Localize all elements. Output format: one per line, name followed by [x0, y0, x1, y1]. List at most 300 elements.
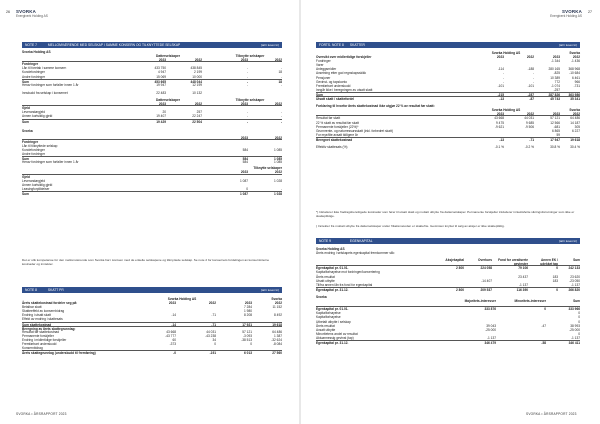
- table-cell: 10 389: [550, 75, 560, 80]
- table-cell: -: [502, 75, 504, 80]
- table-cell: -38 513: [241, 337, 252, 342]
- table-cell: 2023: [168, 301, 176, 306]
- table-cell: 1 085: [274, 147, 282, 152]
- note8-header: [22, 287, 282, 293]
- table-cell: 224 058: [480, 266, 492, 271]
- table-cell: 438 845: [190, 66, 202, 71]
- table-cell: 2023: [240, 102, 248, 107]
- table-cell: -14 407: [481, 278, 492, 283]
- brand-name: SVORKA: [16, 9, 36, 14]
- row-label: Aktuarmessig gevinst (tap): [316, 335, 354, 340]
- svorka-heading: Svorka: [316, 294, 327, 299]
- table-cell: 368 968: [568, 67, 580, 72]
- table-cell: -: [532, 75, 534, 80]
- table-cell: 433 750: [154, 66, 166, 71]
- note8-footnote-1: *) Inkluderer ikke fradragsberettigede kostnader som fører til utsatt skatt og mottatt utbytte fra datterselskaper. Permanente forskjeller inkluderer inntektsførte sikringsforretninger som ikke er skattepliktige.: [316, 210, 575, 218]
- table-cell: 346 411: [568, 340, 580, 345]
- table-cell: 287 826: [548, 92, 560, 97]
- table-cell: -1 137: [570, 282, 580, 287]
- table-cell: 45 743: [550, 97, 560, 102]
- row-label: Fremførbart underskudd: [316, 83, 351, 88]
- group-heads: Svorka Holding AS Svorka: [167, 297, 282, 301]
- table-cell: 6 227: [572, 128, 580, 133]
- row-label: Gjeld: [22, 174, 30, 179]
- table-cell: -: [280, 110, 282, 115]
- row-label: Til/fra annen lån fra fond for egenkapital: [316, 282, 373, 287]
- brand-sub: Energiverk Holding AS: [550, 14, 582, 18]
- table-cell: 2022: [274, 102, 282, 107]
- table-cell: -71: [211, 322, 216, 327]
- company-name: Svorka Holding AS: [22, 50, 51, 54]
- table-cell: -215: [497, 92, 504, 97]
- table-cell: Minoritets-interesser: [514, 299, 546, 304]
- table-row: [316, 145, 580, 149]
- row-label: Herav fordringer som forfaller innen 1 år: [22, 82, 79, 87]
- group-heads: Datterselskaper Tilknytte selskaper: [156, 54, 265, 59]
- table-cell: 0: [246, 186, 248, 191]
- table-cell: 209 537: [480, 287, 492, 292]
- table-cell: 19 407: [156, 114, 166, 119]
- table-cell: 79 106: [518, 266, 528, 271]
- note8-cont-title: SKATTER: [349, 43, 365, 47]
- table-cell: 17 947: [550, 137, 560, 142]
- table-cell: 2023: [240, 170, 248, 175]
- row-label: Sum skattekostnad: [22, 322, 52, 327]
- row-label: Konsernbidrag: [22, 346, 43, 351]
- table-cell: 363 986: [568, 92, 580, 97]
- table-cell: 19 618: [570, 137, 580, 142]
- table-row: [22, 350, 282, 354]
- table-cell: 2022: [526, 55, 534, 60]
- table-cell: 38 993: [570, 323, 580, 328]
- row-label: Oversikt over midlertidige forskjeller: [316, 55, 372, 60]
- table-cell: -9 506: [524, 124, 534, 129]
- svorka-heading: Svorka: [22, 128, 33, 133]
- note8-cont-unit: (tall i tusen kr): [558, 43, 577, 47]
- table-cell: 43 668: [166, 329, 176, 334]
- row-label: Endring i utsatt skatt: [22, 313, 51, 318]
- table-cell: 0: [578, 315, 580, 320]
- table-cell: -: [280, 74, 282, 79]
- table-cell: -14: [171, 322, 176, 327]
- table-cell: -1 137: [570, 335, 580, 340]
- note8-cont-body: [316, 51, 580, 149]
- table-cell: 19 947: [156, 82, 166, 87]
- table-cell: 17 921: [242, 322, 252, 327]
- row-label: Gjeld: [22, 106, 30, 111]
- table-cell: 20: [162, 110, 166, 115]
- table-cell: 8 492: [274, 313, 282, 318]
- brand-sub: Energiverk Holding AS: [16, 14, 48, 18]
- table-cell: 9 475: [496, 120, 504, 125]
- table-cell: -71: [529, 137, 534, 142]
- subtitle: Årets endring i selskapets egenkapital fremkommer slik:: [316, 251, 395, 256]
- note8-number: NOTE 8: [25, 288, 37, 292]
- note7-paragraph: Det er ulik kompetanse for den mellomværende som Svorka har i kontoen med de enkelte selskapene og tilknyttede selskap. Se note 2 for konsernets fordelingen av konserninterne kostnader og inntekter.: [22, 258, 270, 266]
- table-cell: 30.8 %: [550, 145, 560, 150]
- table-cell: 7 284: [244, 305, 252, 310]
- table-cell: 2022: [274, 301, 282, 306]
- table-cell: 2022: [274, 135, 282, 140]
- table-row: [22, 191, 282, 195]
- table-cell: -: [246, 74, 248, 79]
- table-cell: 0: [214, 342, 216, 347]
- row-label: Fordringer: [22, 62, 39, 67]
- row-label: Fremførbart underskudd: [22, 342, 57, 347]
- table-cell: -: [502, 71, 504, 76]
- table-cell: 2023: [240, 135, 248, 140]
- row-label: Sum: [316, 92, 323, 97]
- table-cell: 11 152: [272, 305, 282, 310]
- table-cell: 2023: [496, 55, 504, 60]
- table-cell: 9 685: [526, 120, 534, 125]
- row-label: Varer: [316, 63, 324, 68]
- row-label: Minoritetens andel av resultat: [316, 331, 358, 336]
- row-label: Skatteeffekt av konsernbidrag: [22, 309, 65, 314]
- table-cell: 64 486: [272, 329, 282, 334]
- footer: SVORKA • ÅRSRAPPORT 2023: [526, 412, 577, 416]
- row-label: Egenkapital pr. 01.01.: [316, 307, 349, 312]
- table-cell: 39 043: [486, 323, 496, 328]
- section-title: Forklaring til hvorfor årets skattekostnad ikke utgjør 22 % av resultat før skatt:: [316, 104, 435, 109]
- group-heads: Tilknytte selskaper: [253, 166, 282, 171]
- table-cell: 2022: [572, 55, 580, 60]
- table-cell: 2023: [496, 112, 504, 117]
- table-cell: 183: [552, 274, 558, 279]
- table-cell: 2022: [208, 301, 216, 306]
- row-label: Effektiv skattesats (%): [316, 145, 348, 150]
- table-cell: 333 876: [484, 307, 496, 312]
- table-cell: 22 247: [192, 114, 202, 119]
- table-cell: -47: [541, 323, 546, 328]
- table-cell: -: [246, 79, 248, 84]
- row-label: Innskudd fra selskap i konsernet: [22, 90, 68, 95]
- table-cell: 2 800: [456, 266, 464, 271]
- table-cell: -0.2 %: [524, 145, 534, 150]
- table-cell: 23 437: [518, 274, 528, 279]
- table-cell: 584: [242, 157, 248, 162]
- table-cell: -681: [553, 124, 560, 129]
- table-cell: 18: [278, 79, 282, 84]
- note8-body: [22, 297, 282, 354]
- row-label: Herav fordringer som forfaller innen 1 år: [22, 160, 79, 165]
- group-heads: Svorka Holding AS Svorka: [491, 108, 580, 113]
- table-cell: -1 137: [486, 335, 496, 340]
- table-cell: -287: [527, 92, 534, 97]
- table-cell: -: [246, 66, 248, 71]
- row-label: Årets resultat: [316, 274, 335, 279]
- row-label: Leverandørgjeld: [22, 178, 46, 183]
- note9-header: [316, 238, 580, 244]
- table-cell: -23 050: [569, 278, 580, 283]
- table-cell: 1 387: [274, 333, 282, 338]
- row-label: Pensjoner: [316, 75, 331, 80]
- table-cell: 305: [574, 124, 580, 129]
- table-cell: -: [246, 114, 248, 119]
- table-cell: 2022: [274, 58, 282, 63]
- row-label: Kapitalforhøyelse mot fordringer/konvertering: [316, 270, 380, 275]
- note8-cont-number: FORTS. NOTE 8: [319, 43, 344, 47]
- table-cell: -101: [497, 83, 504, 88]
- table-cell: -1 344: [550, 59, 560, 64]
- table-cell: 0: [578, 311, 580, 316]
- table-cell: -: [280, 114, 282, 119]
- table-cell: 2022: [572, 112, 580, 117]
- table-cell: -257: [553, 87, 560, 92]
- note9-unit: (tall i tusen kr): [558, 239, 577, 243]
- note7-body: [22, 50, 282, 195]
- table-cell: 30.4 %: [570, 145, 580, 150]
- table-cell: -71: [211, 313, 216, 318]
- table-cell: 333 966: [568, 307, 580, 312]
- right-page: [300, 0, 600, 424]
- table-cell: 2022: [274, 170, 282, 175]
- table-cell: -: [502, 79, 504, 84]
- row-label: Sum: [22, 119, 29, 124]
- table-cell: 2023: [552, 112, 560, 117]
- table-cell: -825: [553, 71, 560, 76]
- table-cell: 2023: [552, 55, 560, 60]
- note9-title: EGENKAPITAL: [349, 239, 373, 243]
- table-cell: 0: [250, 342, 252, 347]
- row-label: Gevinst- og tapskonto: [316, 79, 348, 84]
- table-cell: 257: [196, 110, 202, 115]
- table-cell: -25 000: [485, 327, 496, 332]
- note8-cont-header: [316, 42, 580, 48]
- table-cell: 12 199: [192, 82, 202, 87]
- row-label: Kapitalforhøyelse: [316, 315, 341, 320]
- table-cell: -101: [527, 83, 534, 88]
- table-cell: -3 093: [242, 333, 252, 338]
- table-cell: Overkurs: [478, 258, 492, 263]
- row-label: Utbetalt utbytte i selskap: [316, 319, 351, 324]
- table-cell: 966: [574, 79, 580, 84]
- row-label: Sum: [22, 157, 29, 162]
- table-cell: -43 777: [165, 333, 176, 338]
- row-label: Anleggsmidler: [316, 67, 337, 72]
- row-label: Lån til tilknyttede selskap: [22, 143, 58, 148]
- table-cell: 27 560: [272, 351, 282, 356]
- table-cell: -731: [573, 83, 580, 88]
- row-label: Betalbar skatt: [22, 305, 42, 310]
- row-label: Avsetning etter god regnskapsskikk: [316, 71, 367, 76]
- table-cell: 2022: [194, 102, 202, 107]
- table-cell: 448 044: [190, 79, 202, 84]
- table-cell: -: [246, 82, 248, 87]
- subtitle: Svorka Holding AS: [316, 247, 345, 251]
- table-cell: Sum: [573, 299, 580, 304]
- table-cell: 12 566: [550, 120, 560, 125]
- table-cell: 64 486: [570, 116, 580, 121]
- table-cell: 6 013: [244, 351, 252, 356]
- row-label: Effekt av endring i skattesats: [22, 317, 63, 322]
- note9-number: NOTE 9: [319, 239, 331, 243]
- table-cell: 0: [556, 287, 558, 292]
- row-label: Leasingforpliktelser: [22, 186, 50, 191]
- table-cell: Annen EK / udekket tap: [540, 258, 558, 267]
- row-label: Fordringer: [22, 139, 39, 144]
- row-label: Permanente forskjeller: [22, 333, 54, 338]
- table-cell: -: [532, 79, 534, 84]
- equity-heads: [316, 258, 580, 266]
- table-cell: -: [246, 110, 248, 115]
- table-cell: 1 085: [274, 160, 282, 165]
- table-cell: 346 479: [484, 340, 496, 345]
- brand-logo: [548, 9, 582, 18]
- table-cell: 1 980: [244, 309, 252, 314]
- table-cell: 242 133: [568, 266, 580, 271]
- table-cell: -8 084: [272, 342, 282, 347]
- row-label: Resultat før skatt: [316, 116, 341, 121]
- table-cell: 59: [556, 132, 560, 137]
- row-label: Egenkapital pr. 01.01.: [316, 266, 349, 271]
- table-cell: 18: [278, 70, 282, 75]
- table-cell: 1 087: [240, 191, 248, 196]
- table-cell: -: [246, 119, 248, 124]
- table-cell: 1 028: [274, 178, 282, 183]
- note7-header: [22, 42, 282, 48]
- table-cell: 1 028: [274, 191, 282, 196]
- table-cell: 453 665: [154, 79, 166, 84]
- table-cell: 10 132: [192, 90, 202, 95]
- table-cell: 2022: [526, 112, 534, 117]
- table-cell: -: [280, 119, 282, 124]
- row-label: Annen kortsiktig gjeld: [22, 114, 53, 119]
- table-cell: -43 238: [205, 333, 216, 338]
- table-cell: Fond for urealiserte gevinster: [498, 258, 528, 267]
- table-cell: 772: [554, 79, 560, 84]
- table-cell: 6 865: [552, 128, 560, 133]
- table-cell: -1 074: [550, 83, 560, 88]
- table-cell: 19 618: [272, 322, 282, 327]
- table-cell: 2023: [158, 102, 166, 107]
- row-label: Kundefordringer: [22, 147, 45, 152]
- row-label: Egenkapital pr. 31.12.: [316, 340, 349, 345]
- table-cell: 1 087: [240, 178, 248, 183]
- note7-title: MELLOMVÆRENDE MED SELSKAP I SAMME KONSERN OG TILKNYTTEDE SELSKAP: [47, 43, 181, 47]
- row-label: Egenkapital pr. 31.12.: [316, 287, 349, 292]
- table-cell: 57 121: [550, 116, 560, 121]
- note8-title: SKATT PR: [47, 288, 64, 292]
- table-cell: -13: [499, 97, 504, 102]
- page-number: 27: [588, 10, 592, 14]
- table-cell: -13: [499, 137, 504, 142]
- table-cell: 0: [556, 266, 558, 271]
- table-cell: -25 000: [569, 327, 580, 332]
- row-label: Årets skattekostnad fordeler seg på:: [22, 301, 78, 306]
- table-cell: 22 483: [156, 90, 166, 95]
- row-label: Resultat før skattekostnad: [22, 329, 60, 334]
- row-label: Utsatt skatt / skattefordel: [316, 97, 355, 102]
- row-label: Leverandørgjeld: [22, 110, 46, 115]
- table-cell: 6 461: [572, 75, 580, 80]
- table-cell: 60: [172, 337, 176, 342]
- table-cell: 116 390: [516, 287, 528, 292]
- table-cell: -: [280, 66, 282, 71]
- equity-heads: [316, 299, 580, 307]
- table-cell: 2023: [158, 58, 166, 63]
- page-number: 26: [6, 10, 10, 14]
- row-label: 22 % skatt av resultat før skatt: [316, 120, 359, 125]
- table-cell: 584: [242, 147, 248, 152]
- note9-body: [316, 247, 580, 344]
- table-cell: -: [532, 71, 534, 76]
- row-label: Utsatt utbytte: [316, 278, 335, 283]
- table-cell: 2023: [244, 301, 252, 306]
- table-cell: -14: [171, 313, 176, 318]
- row-label: Avsatt utbytte: [316, 327, 336, 332]
- footer: SVORKA • ÅRSRAPPORT 2023: [16, 412, 67, 416]
- table-cell: 2 800: [456, 287, 464, 292]
- table-cell: 19 429: [156, 119, 166, 124]
- table-cell: 0: [578, 331, 580, 336]
- brand-name: SVORKA: [562, 9, 582, 14]
- table-cell: 183: [552, 278, 558, 283]
- table-cell: 4 947: [158, 70, 166, 75]
- table-cell: -9 621: [494, 124, 504, 129]
- table-cell: 2023: [240, 58, 248, 63]
- row-label: Årets resultat: [316, 323, 335, 328]
- table-cell: -0.1 %: [494, 145, 504, 150]
- brand-logo: [16, 9, 48, 18]
- table-cell: -32 624: [271, 337, 282, 342]
- row-label: Permanente forskjeller (22%)*: [316, 124, 359, 129]
- table-cell: -: [280, 186, 282, 191]
- table-cell: 34: [212, 337, 216, 342]
- row-label: Kapitalforhøyelse: [316, 311, 341, 316]
- table-cell: Majoritets-interesser: [464, 299, 496, 304]
- table-cell: -10 684: [569, 71, 580, 76]
- row-label: Sum: [22, 79, 29, 84]
- table-cell: 2022: [194, 58, 202, 63]
- group-heads: Datterselskaper Tilknytte selskaper: [156, 98, 265, 103]
- table-cell: 584: [242, 160, 248, 165]
- note8-footnote-2: ) Inntekter fra mottatt utbytte fra datterselskaper under fritaksmetoden er skattefrie. Gevinsten knyttet til salg av aksjer er ikke skattepliktig.: [316, 224, 505, 228]
- table-cell: 43 668: [494, 116, 504, 121]
- table-cell: 22 504: [192, 119, 202, 124]
- table-cell: -114: [497, 67, 504, 72]
- note8-unit: (tall i tusen kr): [260, 288, 279, 292]
- table-cell: -: [280, 82, 282, 87]
- table-cell: -58: [541, 340, 546, 345]
- table-cell: 2 199: [194, 70, 202, 75]
- table-cell: -188: [527, 67, 534, 72]
- row-label: Beregnet skattekostnad: [316, 137, 353, 142]
- table-cell: 280 165: [548, 67, 560, 72]
- row-label: Sum: [22, 191, 29, 196]
- table-cell: -0: [173, 351, 176, 356]
- note7-number: NOTE 7: [25, 43, 37, 47]
- table-cell: 35 341: [570, 97, 580, 102]
- table-cell: 14 187: [570, 120, 580, 125]
- row-label: Årets skattegrunnlag (underskudd til fremføring): [22, 351, 96, 356]
- table-cell: 1 085: [274, 157, 282, 162]
- table-cell: 44 031: [206, 329, 216, 334]
- table-cell: 266 820: [568, 287, 580, 292]
- table-cell: -1 436: [570, 59, 580, 64]
- table-cell: 0: [578, 319, 580, 324]
- table-cell: Aksjekapital: [445, 258, 464, 263]
- table-cell: -1 137: [518, 282, 528, 287]
- row-label: Fordringer: [316, 59, 331, 64]
- note7-unit: (tall i tusen kr): [260, 43, 279, 47]
- table-row: [316, 340, 580, 344]
- table-cell: -: [246, 70, 248, 75]
- row-label: For mye/lite avsatt tidligere år: [316, 132, 358, 137]
- row-label: Inngår ikke i beregningen av utsatt skatt: [316, 87, 373, 92]
- table-cell: Sum: [573, 258, 580, 263]
- row-label: Kundefordringer: [22, 70, 45, 75]
